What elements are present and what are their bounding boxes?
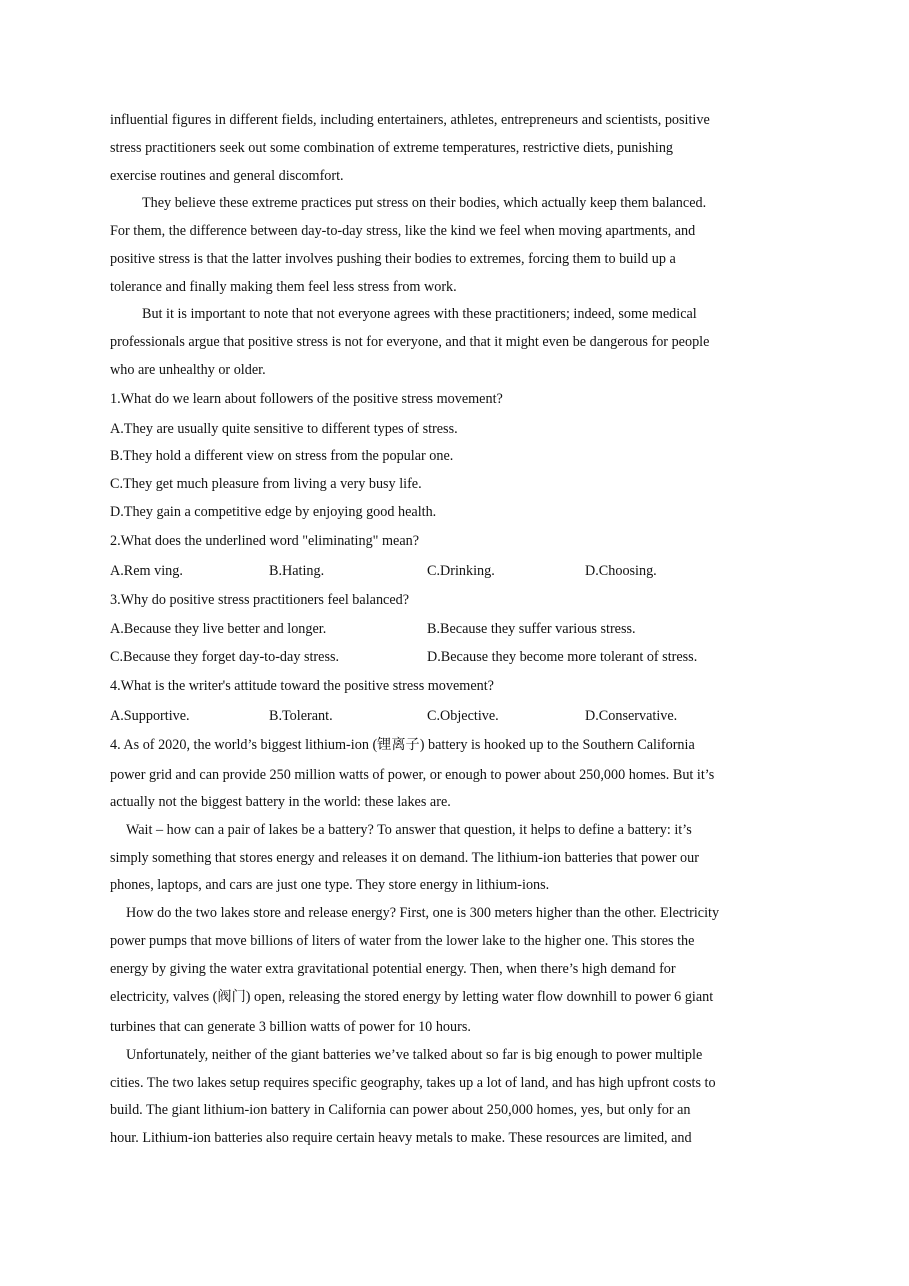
answer-option: A.Rem ving. <box>110 563 183 579</box>
answer-option: A.Supportive. <box>110 708 190 724</box>
passage-line: stress practitioners seek out some combination of extreme temperatures, restrictive diets, punishing <box>110 140 674 156</box>
passage-line: They believe these extreme practices put stress on their bodies, which actually keep them balanced. <box>142 195 707 211</box>
question-stem: 3.Why do positive stress practitioners feel balanced? <box>110 592 410 608</box>
passage-line: positive stress is that the latter involves pushing their bodies to extremes, forcing them to build up a <box>110 251 676 267</box>
passage-line: electricity, valves (阀门) open, releasing the stored energy by letting water flow downhill to power 6 giant <box>110 989 714 1005</box>
answer-option: D.They gain a competitive edge by enjoying good health. <box>110 504 437 520</box>
answer-option: C.Because they forget day-to-day stress. <box>110 649 340 665</box>
passage-line: turbines that can generate 3 billion watts of power for 10 hours. <box>110 1019 471 1035</box>
answer-option: A.Because they live better and longer. <box>110 621 327 637</box>
answer-option: D.Conservative. <box>585 708 678 724</box>
answer-option: A.They are usually quite sensitive to different types of stress. <box>110 421 458 437</box>
passage-line: hour. Lithium-ion batteries also require certain heavy metals to make. These resources are limited, and <box>110 1130 692 1146</box>
passage-line: How do the two lakes store and release energy? First, one is 300 meters higher than the other. Electricity <box>126 905 720 921</box>
passage-line: who are unhealthy or older. <box>110 362 266 378</box>
question-stem: 2.What does the underlined word "eliminating" mean? <box>110 533 420 549</box>
answer-option: D.Because they become more tolerant of stress. <box>427 649 698 665</box>
answer-option: B.Because they suffer various stress. <box>427 621 636 637</box>
passage-line: Unfortunately, neither of the giant batteries we’ve talked about so far is big enough to power multiple <box>126 1047 703 1063</box>
passage-line: power grid and can provide 250 million watts of power, or enough to power about 250,000 homes. But it’s <box>110 767 715 783</box>
question-stem: 4.What is the writer's attitude toward the positive stress movement? <box>110 678 494 694</box>
answer-option: B.Tolerant. <box>269 708 333 724</box>
answer-option: B.They hold a different view on stress from the popular one. <box>110 448 454 464</box>
answer-option: D.Choosing. <box>585 563 657 579</box>
passage-line: But it is important to note that not everyone agrees with these practitioners; indeed, some medical <box>142 306 697 322</box>
passage-line: power pumps that move billions of liters of water from the lower lake to the higher one. This stores the <box>110 933 695 949</box>
answer-option: C.Objective. <box>427 708 499 724</box>
passage-line: simply something that stores energy and releases it on demand. The lithium-ion batteries that power our <box>110 850 699 866</box>
passage-line: tolerance and finally making them feel less stress from work. <box>110 279 457 295</box>
passage-line: For them, the difference between day-to-day stress, like the kind we feel when moving apartments, and <box>110 223 696 239</box>
passage-line: actually not the biggest battery in the world: these lakes are. <box>110 794 451 810</box>
passage-line: phones, laptops, and cars are just one type. They store energy in lithium-ions. <box>110 877 550 893</box>
passage-line: 4. As of 2020, the world’s biggest lithium-ion (锂离子) battery is hooked up to the Southern California <box>110 737 695 753</box>
answer-option: C.They get much pleasure from living a very busy life. <box>110 476 422 492</box>
passage-line: build. The giant lithium-ion battery in California can power about 250,000 homes, yes, but only for an <box>110 1102 691 1118</box>
passage-line: cities. The two lakes setup requires specific geography, takes up a lot of land, and has high upfront costs to <box>110 1075 716 1091</box>
passage-line: exercise routines and general discomfort. <box>110 168 344 184</box>
answer-option: B.Hating. <box>269 563 325 579</box>
passage-line: energy by giving the water extra gravitational potential energy. Then, when there’s high demand for <box>110 961 676 977</box>
passage-line: professionals argue that positive stress is not for everyone, and that it might even be dangerous for people <box>110 334 710 350</box>
question-stem: 1.What do we learn about followers of the positive stress movement? <box>110 391 503 407</box>
passage-line: Wait – how can a pair of lakes be a battery? To answer that question, it helps to define a battery: it’s <box>126 822 692 838</box>
passage-line: influential figures in different fields, including entertainers, athletes, entrepreneurs and scientists, positive <box>110 112 710 128</box>
answer-option: C.Drinking. <box>427 563 495 579</box>
